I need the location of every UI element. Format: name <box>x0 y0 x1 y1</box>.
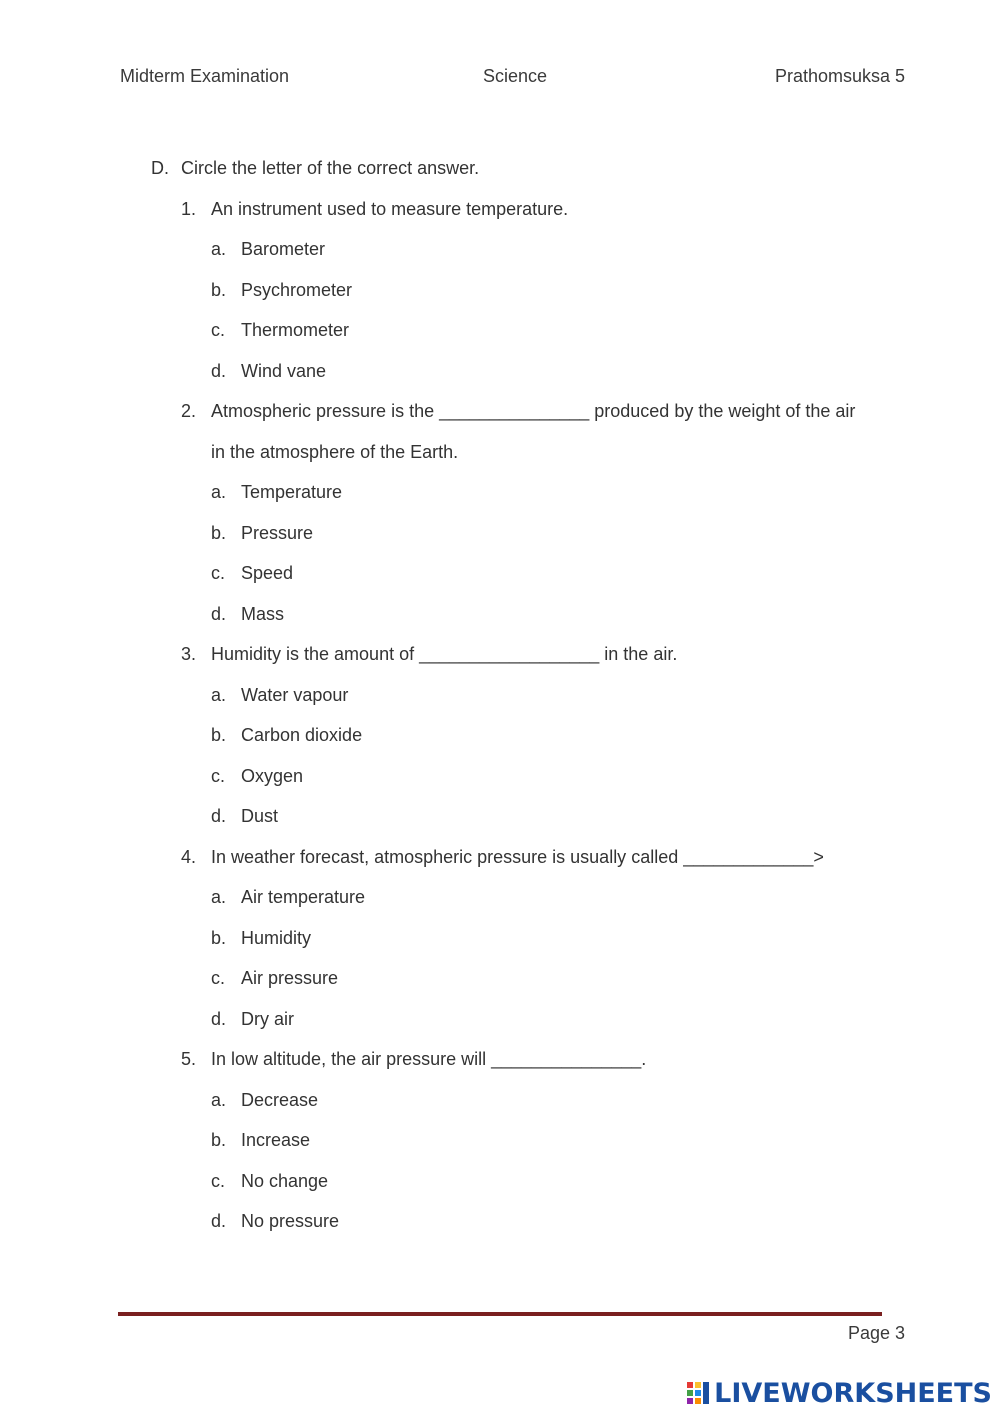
question-4-option-b-marker: b. <box>211 927 227 948</box>
question-3-option-c-text: Oxygen <box>241 765 304 786</box>
question-3-option-d-text: Dust <box>241 806 279 826</box>
question-4-marker: 4. <box>181 846 197 867</box>
question-3-option-c-marker: c. <box>211 765 226 786</box>
question-2-option-c-text: Speed <box>241 563 294 583</box>
question-2-marker: 2. <box>181 401 197 421</box>
question-4-option-d-text: Dry air <box>241 1008 294 1029</box>
question-1-option-b-text: Psychrometer <box>241 279 353 300</box>
question-4-option-a-text: Air temperature <box>241 887 366 907</box>
question-2-option-a-marker: a. <box>211 482 227 502</box>
liveworksheets-logo-icon <box>686 1380 710 1406</box>
question-5-option-c-marker: c. <box>211 1170 226 1191</box>
question-2-option-a-text: Temperature <box>241 482 343 502</box>
question-1-option-a-marker: a. <box>211 239 227 259</box>
brand-name: LIVEWORKSHEETS <box>714 1377 992 1409</box>
question-5-text: In low altitude, the air pressure will _______________. <box>211 1049 647 1069</box>
question-5-option-d-marker: d. <box>211 1211 227 1231</box>
liveworksheets-brand[interactable] <box>686 1377 992 1409</box>
page-number: Page 3 <box>847 1323 905 1343</box>
question-3-option-d-marker: d. <box>211 806 227 826</box>
question-5-option-b-marker: b. <box>211 1130 227 1150</box>
question-2-option-b-text: Pressure <box>241 522 314 543</box>
question-1-option-a-text: Barometer <box>241 239 326 259</box>
question-3-marker: 3. <box>181 644 197 664</box>
question-1-option-c-text: Thermometer <box>241 320 350 340</box>
question-5-option-a-text: Decrease <box>241 1089 319 1110</box>
question-1-marker: 1. <box>181 198 197 219</box>
question-2-option-c-marker: c. <box>211 563 226 583</box>
question-3-text: Humidity is the amount of __________________ in the air. <box>211 644 678 664</box>
question-5-option-b-text: Increase <box>241 1130 311 1150</box>
question-5-option-a-marker: a. <box>211 1089 227 1110</box>
question-4-text: In weather forecast, atmospheric pressure is usually called _____________> <box>211 846 824 867</box>
question-4-option-d-marker: d. <box>211 1008 227 1029</box>
question-1-text: An instrument used to measure temperature. <box>211 198 569 219</box>
question-1-option-c-marker: c. <box>211 320 226 340</box>
question-2-line-2-text: in the atmosphere of the Earth. <box>211 441 459 462</box>
question-1-option-b-marker: b. <box>211 279 227 300</box>
question-1-option-d-marker: d. <box>211 360 227 381</box>
question-2-text: Atmospheric pressure is the _______________ produced by the weight of the air <box>211 401 856 421</box>
header-subject: Science <box>483 66 548 86</box>
question-5-option-c-text: No change <box>241 1170 329 1191</box>
question-1-option-d-text: Wind vane <box>241 360 327 381</box>
question-2-option-d-text: Mass <box>241 603 285 624</box>
footer-divider <box>118 1312 882 1316</box>
question-5-marker: 5. <box>181 1049 197 1069</box>
header-exam-title: Midterm Examination <box>120 66 290 86</box>
question-5-option-d-text: No pressure <box>241 1211 340 1231</box>
question-4-option-b-text: Humidity <box>241 927 312 948</box>
section-instruction-text: Circle the letter of the correct answer. <box>181 158 480 178</box>
question-2-option-d-marker: d. <box>211 603 227 624</box>
question-4-option-c-text: Air pressure <box>241 968 339 988</box>
question-3-option-b-text: Carbon dioxide <box>241 725 363 745</box>
section-instruction-marker: D. <box>151 158 169 178</box>
header-grade: Prathomsuksa 5 <box>774 66 905 86</box>
question-3-option-a-text: Water vapour <box>241 684 349 705</box>
question-2-option-b-marker: b. <box>211 522 227 543</box>
question-3-option-b-marker: b. <box>211 725 227 745</box>
question-4-option-c-marker: c. <box>211 968 226 988</box>
question-3-option-a-marker: a. <box>211 684 227 705</box>
question-4-option-a-marker: a. <box>211 887 227 907</box>
